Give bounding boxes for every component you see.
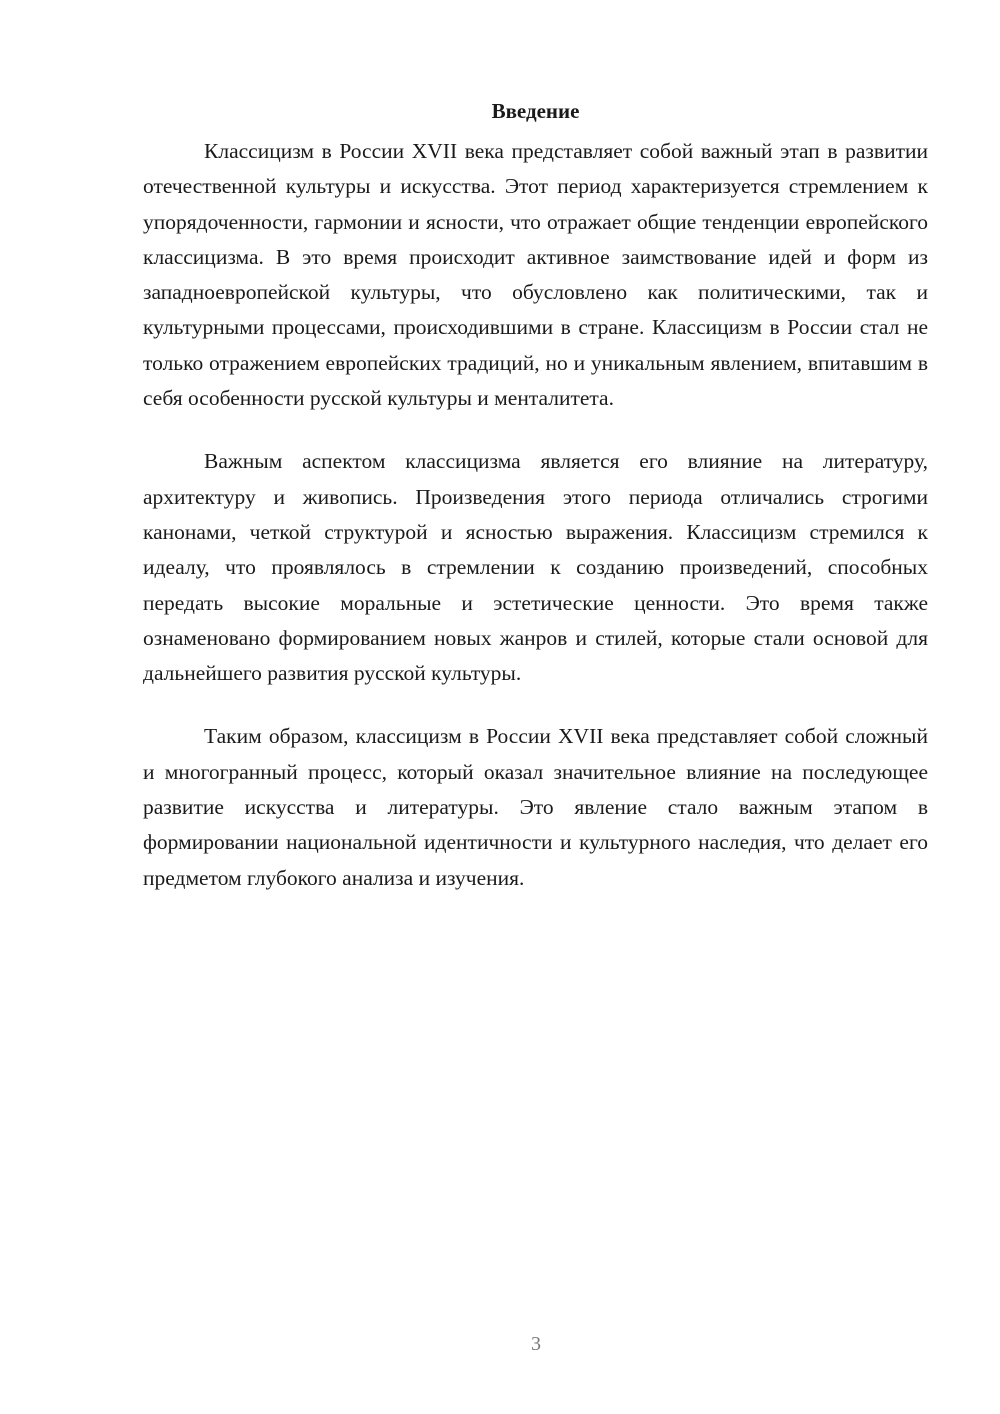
page-content [143,93,928,924]
page-number: 3 [531,1333,541,1355]
paragraph-1: Классицизм в России XVII века представляет собой важный этап в развитии отечественной культуры и искусства. Этот период характеризуется стремлением к упорядоченности, гармонии и ясности, что отражает общие тенденции европейского классицизма. В это время происходит активное заимствование идей и форм из западноевропейской культуры, что обусловлено как политическими, так и культурными процессами, происходившими в стране. Классицизм в России стал не только отражением европейских традиций, но и уникальным явлением, впитавшим в себя особенности русской культуры и менталитета. [143,139,928,411]
section-title: Введение [491,99,580,123]
paragraph-2: Важным аспектом классицизма является его влияние на литературу, архитектуру и живопись. Произведения этого периода отличались строгими канонами, четкой структурой и ясностью выражения. Классицизм стремился к идеалу, что проявлялось в стремлении к созданию произведений, способных передать высокие моральные и эстетические ценности. Это время также ознаменовано формированием новых жанров и стилей, которые стали основой для дальнейшего развития русской культуры. [143,449,928,686]
paragraph-3: Таким образом, классицизм в России XVII века представляет собой сложный и многогранный процесс, который оказал значительное влияние на последующее развитие искусства и литературы. Это явление стало важным этапом в формировании национальной идентичности и культурного наследия, что делает его предметом глубокого анализа и изучения. [143,724,928,890]
